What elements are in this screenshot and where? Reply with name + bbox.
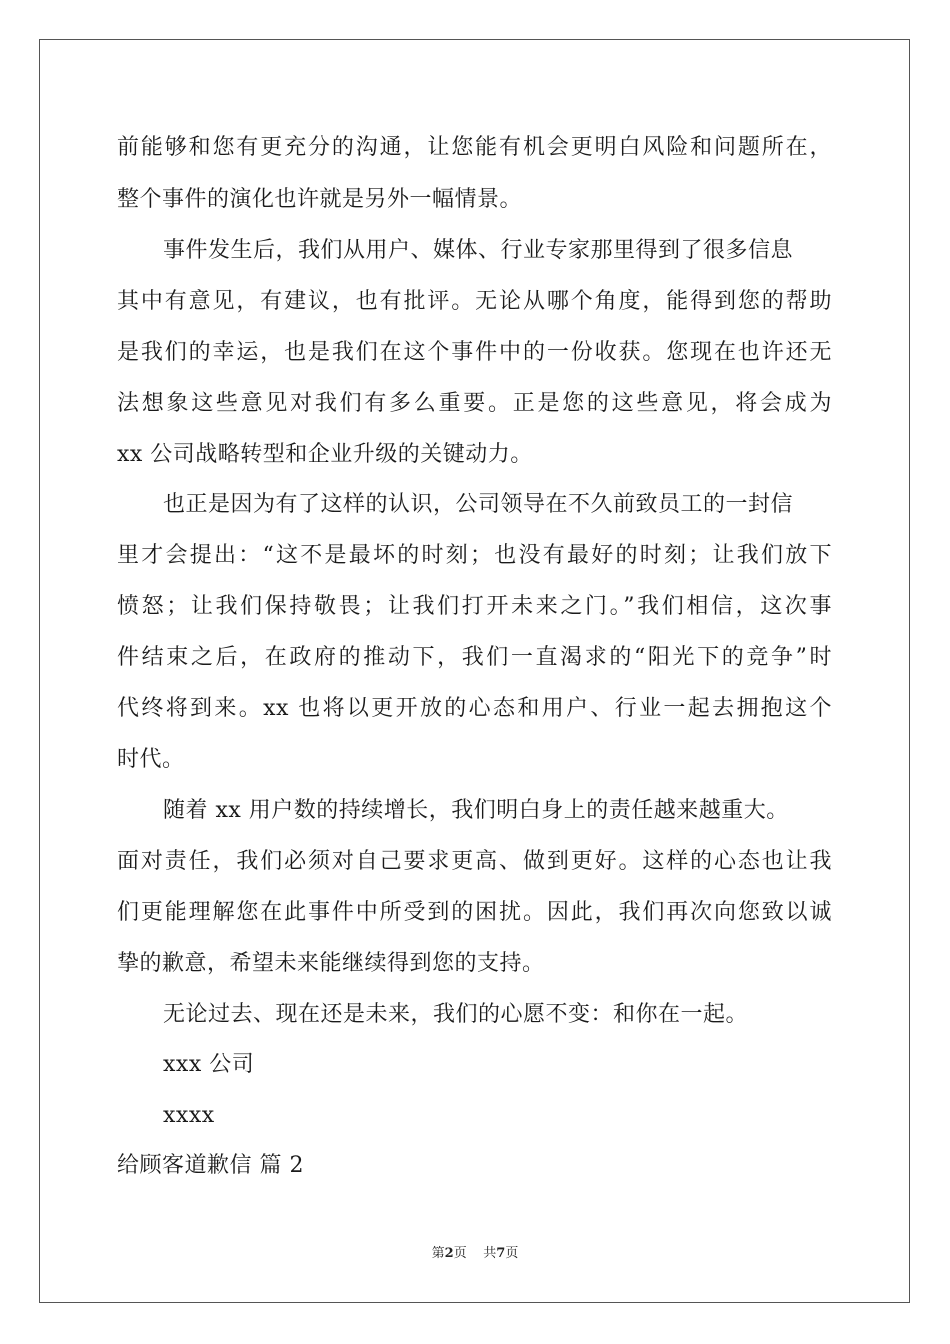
body-line: 件结束之后，在政府的推动下，我们一直渴求的“阳光下的竞争”时 xyxy=(117,645,832,670)
body-line: 挚的歉意，希望未来能继续得到您的支持。 xyxy=(117,951,545,976)
body-line: 法想象这些意见对我们有多么重要。正是您的这些意见，将会成为 xyxy=(117,391,832,416)
total-pages-number: 7 xyxy=(496,1246,506,1261)
current-page-number: 2 xyxy=(444,1246,454,1261)
body-line: 面对责任，我们必须对自己要求更高、做到更好。这样的心态也让我 xyxy=(117,849,832,874)
body-line: 随着 xx 用户数的持续增长，我们明白身上的责任越来越重大。 xyxy=(163,798,789,823)
body-line: 其中有意见，有建议，也有批评。无论从哪个角度，能得到您的帮助 xyxy=(117,289,832,314)
body-line: 时代。 xyxy=(117,747,185,772)
current-page-prefix: 第 xyxy=(431,1246,445,1261)
current-page-suffix: 页 xyxy=(453,1246,467,1261)
body-line: 前能够和您有更充分的沟通，让您能有机会更明白风险和问题所在， xyxy=(117,135,832,160)
body-line: 是我们的幸运，也是我们在这个事件中的一份收获。您现在也许还无 xyxy=(117,340,832,365)
total-pages-suffix: 页 xyxy=(505,1246,519,1261)
body-line: 愤怒；让我们保持敬畏；让我们打开未来之门。”我们相信，这次事 xyxy=(117,594,832,619)
body-line: 整个事件的演化也许就是另外一幅情景。 xyxy=(117,187,523,212)
body-line: 事件发生后，我们从用户、媒体、行业专家那里得到了很多信息 xyxy=(163,238,794,263)
section-heading: 给顾客道歉信 篇 2 xyxy=(117,1153,304,1178)
signature-date: xxxx xyxy=(163,1103,215,1128)
body-line: 无论过去、现在还是未来，我们的心愿不变：和你在一起。 xyxy=(163,1002,749,1027)
body-line: 们更能理解您在此事件中所受到的困扰。因此，我们再次向您致以诚 xyxy=(117,900,832,925)
body-line: 里才会提出：“这不是最坏的时刻；也没有最好的时刻；让我们放下 xyxy=(117,543,832,568)
body-line: 也正是因为有了这样的认识，公司领导在不久前致员工的一封信 xyxy=(163,492,794,517)
signature-company: xxx 公司 xyxy=(163,1052,255,1077)
total-pages-prefix: 共 xyxy=(483,1246,497,1261)
body-line: xx 公司战略转型和企业升级的关键动力。 xyxy=(117,442,533,467)
page-footer xyxy=(0,1245,950,1263)
body-line: 代终将到来。xx 也将以更开放的心态和用户、行业一起去拥抱这个 xyxy=(117,696,832,721)
